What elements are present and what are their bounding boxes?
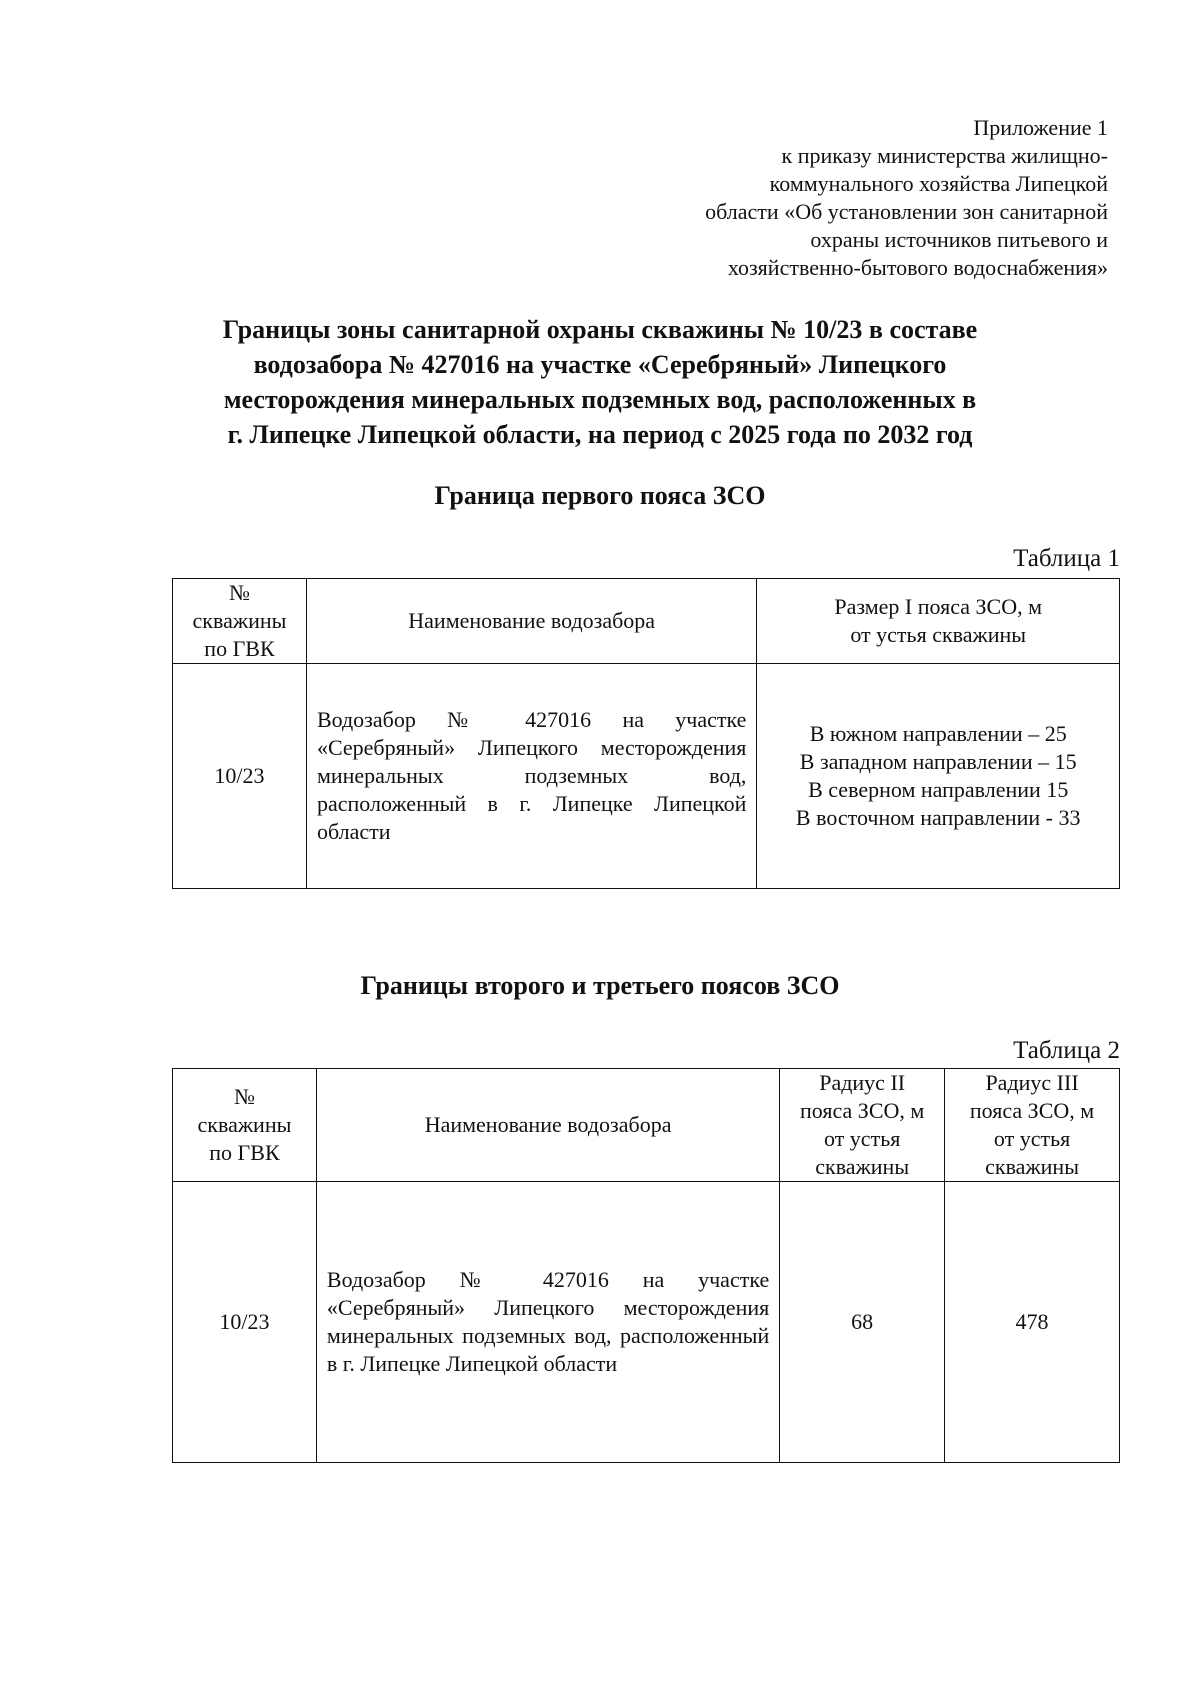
table2-header-row <box>173 1069 1120 1182</box>
table1-caption: Таблица 1 <box>1013 545 1120 572</box>
header-radius-zone2: Радиус II пояса ЗСО, м от устья скважины <box>780 1069 945 1182</box>
title-line: Границы зоны санитарной охраны скважины № 10/23 в составе <box>222 315 978 344</box>
cell-radius-zone3: 478 <box>945 1182 1120 1463</box>
cell-radius-zone2: 68 <box>780 1182 945 1463</box>
cell-intake-name: Водозабор № 427016 на участке «Серебряный» Липецкого месторождения минеральных подземных вод, расположенный в г. Липецке Липецкой области <box>306 664 756 889</box>
direction-south: В южном направлении – 25 <box>809 721 1067 746</box>
header-well-number: № скважины по ГВК <box>173 579 307 664</box>
table-row <box>173 1182 1120 1463</box>
appendix-line: коммунального хозяйства Липецкой <box>769 171 1108 196</box>
appendix-line: охраны источников питьевого и <box>810 227 1108 252</box>
section2-heading: Границы второго и третьего поясов ЗСО <box>360 971 840 1000</box>
table2-caption: Таблица 2 <box>1013 1037 1120 1064</box>
cell-intake-name: Водозабор № 427016 на участке «Серебряный» Липецкого месторождения минеральных подземных вод, расположенный в г. Липецке Липецкой области <box>316 1182 779 1463</box>
header-intake-name: Наименование водозабора <box>306 579 756 664</box>
cell-directions <box>757 664 1120 889</box>
header-zone1-size: Размер I пояса ЗСО, м от устья скважины <box>757 579 1120 664</box>
table-row <box>173 664 1120 889</box>
cell-well-number: 10/23 <box>173 1182 317 1463</box>
header-radius-zone3: Радиус III пояса ЗСО, м от устья скважины <box>945 1069 1120 1182</box>
document-title <box>150 312 1050 452</box>
appendix-line: к приказу министерства жилищно- <box>781 143 1108 168</box>
header-well-number: № скважины по ГВК <box>173 1069 317 1182</box>
appendix-note <box>560 114 1108 282</box>
header-intake-name: Наименование водозабора <box>316 1069 779 1182</box>
appendix-line: области «Об установлении зон санитарной <box>705 199 1108 224</box>
appendix-line: хозяйственно-бытового водоснабжения» <box>727 255 1108 280</box>
direction-west: В западном направлении – 15 <box>799 749 1077 774</box>
table1 <box>172 578 1120 889</box>
section1-heading: Граница первого пояса ЗСО <box>434 481 766 510</box>
direction-north: В северном направлении 15 <box>808 777 1069 802</box>
title-line: г. Липецке Липецкой области, на период с 2025 года по 2032 год <box>227 420 973 449</box>
title-line: месторождения минеральных подземных вод, расположенных в <box>223 385 977 414</box>
table1-header-row <box>173 579 1120 664</box>
title-line: водозабора № 427016 на участке «Серебряный» Липецкого <box>253 350 947 379</box>
appendix-line: Приложение 1 <box>973 115 1108 140</box>
table2 <box>172 1068 1120 1463</box>
cell-well-number: 10/23 <box>173 664 307 889</box>
direction-east: В восточном направлении - 33 <box>795 805 1081 830</box>
